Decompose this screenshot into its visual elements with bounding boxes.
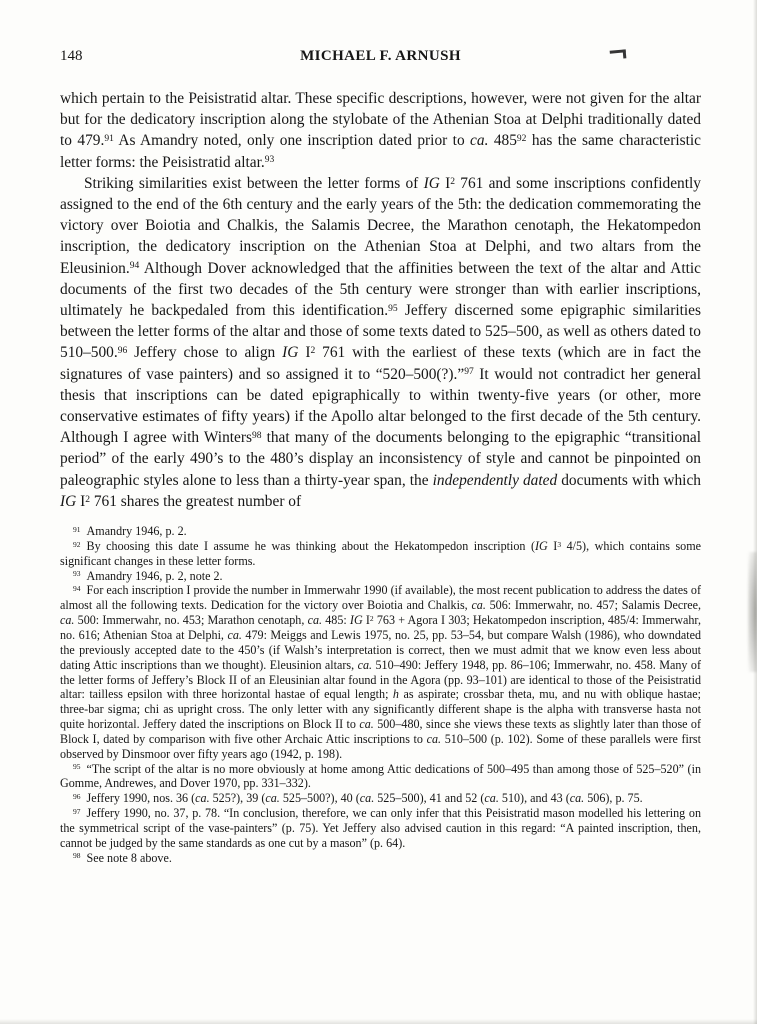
- footnote-number: 93: [73, 569, 81, 579]
- footnote: [60, 524, 701, 539]
- text-segment: 485: [488, 132, 517, 150]
- footnote-ref: 2: [450, 175, 455, 187]
- footnote-ref: 92: [516, 133, 527, 145]
- footnote-ref: 2: [369, 613, 374, 623]
- footnote-ref: 93: [264, 154, 275, 166]
- footnote-ref: 2: [310, 345, 316, 357]
- text-segment: ca.: [569, 791, 585, 806]
- text-segment: 761 and some inscriptions confidently assigned to the end of the 6th century and the early years of the 5th: the dedication commemorating the victory over Boiotia and Chalkis, the Salamis Decree, the Marathon cenotaph, the Hekatompedon inscription, the dedicatory inscription on the Athenian Stoa at Delphi, and two altars from the Eleusinion.: [60, 174, 701, 277]
- text-segment: independently dated: [432, 471, 558, 489]
- text-segment: IG: [282, 344, 299, 362]
- running-head: MICHAEL F. ARNUSH: [300, 48, 461, 64]
- text-segment: ca.: [227, 627, 242, 642]
- text-segment: 761 with the earliest of these texts (which are in fact the signatures of vase painters) and so assigned it to “520–500(?).”: [60, 344, 701, 383]
- text-segment: as aspirate; crossbar theta, mu, and nu with oblique hastae; three-bar sigma; chi as upright cross. The only letter with any significantly different shape is the alpha with transverse hasta not quite horizontal. Jeffery dated the inscriptions on Block II to: [60, 687, 701, 732]
- text-segment: Jeffery discerned some epigraphic similarities between the letter forms of the altar and those of some texts dated to 525–500, as well as others dated to 510–500.: [60, 302, 701, 362]
- footnote: [60, 569, 701, 584]
- footnote-number: 92: [73, 539, 81, 549]
- footnote-ref: 95: [388, 302, 398, 314]
- text-segment: 506: Immerwahr, no. 457; Salamis Decree,: [485, 598, 701, 613]
- text-segment: “The script of the altar is no more obviously at home among Attic dedications of 500–495 than among those of 525–520” (in Gomme, Andrewes, and Dover 1970, pp. 331–332).: [60, 761, 701, 791]
- text-segment: 510–500 (p. 102). Some of these parallels were first observed by Dinsmoor over fifty years ago (1942, p. 198).: [60, 731, 701, 761]
- footnote-ref: 91: [104, 133, 114, 145]
- footnote-number: 94: [73, 584, 81, 594]
- text-segment: It would not contradict her general thesis that inscriptions can be dated epigraphically to within twenty-five years (or other, more conservative estimates of fifty years) if the Apollo altar belonged to the first decade of the 5th century. Although I agree with Winters: [60, 365, 702, 447]
- footnote: [60, 806, 701, 851]
- footnotes: [60, 524, 701, 865]
- text-segment: 763 + Agora I 303; Hekatompedon inscription, 485/4: Immerwahr, no. 616; Athenian Stoa at Delphi,: [60, 613, 701, 642]
- footnote-ref: 3: [557, 539, 562, 549]
- text-segment: Amandry 1946, p. 2, note 2.: [86, 568, 223, 583]
- scan-artifact-mark: [610, 49, 627, 59]
- footnote-ref: 2: [85, 493, 90, 505]
- footnote-ref: 98: [252, 429, 262, 441]
- text-segment: which pertain to the Peisistratid altar. These specific descriptions, however, were not given for the altar but for the dedicatory inscription along the stylobate of the Athenian Stoa at Delphi traditionally dated to 479.: [60, 90, 701, 150]
- text-column: [60, 48, 701, 865]
- text-segment: IG: [535, 538, 548, 553]
- footnote: [60, 583, 701, 761]
- text-segment: 4/5), which contains some significant changes in these letter forms.: [60, 538, 702, 568]
- text-segment: Amandry 1946, p. 2.: [86, 524, 187, 539]
- scan-artifact-edge: [753, 0, 757, 1024]
- page-header: [60, 48, 701, 64]
- text-segment: ca.: [470, 132, 489, 150]
- text-segment: 500–480, since she views these texts as slightly later than those of Block I, dated by comparison with five other Archaic Attic inscriptions to: [60, 717, 702, 746]
- text-segment: See note 8 above.: [86, 850, 172, 865]
- text-segment: 525?), 39 (: [209, 791, 266, 806]
- text-segment: Jeffery chose to align: [127, 344, 283, 362]
- text-segment: 525–500), 41 and 52 (: [374, 791, 485, 806]
- text-segment: ca.: [426, 731, 442, 746]
- text-segment: h: [392, 687, 399, 702]
- paragraph: [60, 173, 701, 512]
- text-segment: IG: [423, 174, 440, 192]
- text-segment: I: [298, 344, 311, 362]
- text-segment: documents with which: [557, 471, 701, 489]
- footnote: [60, 791, 701, 806]
- text-segment: ca.: [484, 791, 499, 806]
- text-segment: 510–490: Jeffery 1948, pp. 86–106; Immerwahr, no. 458. Many of the letter forms of Jeffery’s Block II of an Eleusinian altar found in the Agora (pp. 93–101) are identical to those of the Peisistratid altar: tailless epsilon with three horizontal hastae of equal length;: [60, 657, 701, 702]
- footnote: [60, 539, 701, 569]
- text-segment: 510), and 43 (: [498, 791, 570, 806]
- text-segment: ca.: [265, 791, 280, 806]
- text-segment: ca.: [357, 657, 373, 672]
- text-segment: Jeffery 1990, no. 37, p. 78. “In conclusion, therefore, we can only infer that this Peisistratid mason modelled his lettering on the symmetrical script of the vase-painters” (p. 75). Yet Jeffery also advised caution in this regard: “A painted inscription, then, cannot be judged by the same standards as one cut by a mason” (p. 64).: [60, 806, 701, 850]
- text-segment: As Amandry noted, only one inscription dated prior to: [113, 132, 471, 150]
- text-segment: ca.: [359, 791, 375, 806]
- body-text: [60, 88, 701, 512]
- text-segment: Jeffery 1990, nos. 36 (: [86, 791, 196, 806]
- text-segment: Striking similarities exist between the letter forms of: [84, 174, 424, 192]
- text-segment: I: [547, 538, 558, 553]
- footnote-number: 98: [73, 851, 81, 861]
- footnote-ref: 97: [464, 366, 474, 378]
- footnote: [60, 762, 701, 792]
- text-segment: 761 shares the greatest number of: [90, 492, 302, 510]
- text-segment: 479: Meiggs and Lewis 1975, no. 25, pp. 53–54, but compare Walsh (1986), who downdated the previously accepted date to the 450’s (if Walsh’s interpretation is correct, then we must admit that we know even less about dating Attic inscriptions than we thought). Eleusinion altars,: [60, 627, 702, 672]
- footnote-number: 95: [73, 762, 81, 772]
- footnote: [60, 851, 701, 866]
- footnote-ref: 96: [117, 345, 128, 357]
- text-segment: ca.: [471, 598, 486, 613]
- footnote-number: 91: [73, 524, 81, 534]
- text-segment: 500: Immerwahr, no. 453; Marathon cenotaph,: [74, 613, 308, 628]
- paragraph: [60, 88, 701, 173]
- footnote-ref: 94: [129, 260, 140, 272]
- text-segment: ca.: [60, 613, 75, 628]
- text-segment: By choosing this date I assume he was thinking about the Hekatompedon inscription (: [86, 538, 536, 553]
- text-segment: I: [362, 613, 370, 628]
- text-segment: For each inscription I provide the number in Immerwahr 1990 (if available), the most recent publication to address the dates of almost all the following texts. Dedication for the victory over Boiotia and Chalkis,: [60, 583, 701, 613]
- footnote-number: 96: [73, 791, 81, 801]
- page-number: 148: [60, 48, 83, 64]
- text-segment: 525–500?), 40 (: [279, 791, 360, 806]
- text-segment: 485:: [322, 613, 350, 628]
- text-segment: 506), p. 75.: [584, 791, 643, 806]
- text-segment: Although Dover acknowledged that the affinities between the text of the altar and Attic documents of the first two decades of the 5th century were stronger than with earlier inscriptions, ultimately he backpedaled from this identification.: [60, 259, 701, 320]
- text-segment: ca.: [359, 717, 374, 732]
- text-segment: ca.: [195, 791, 210, 806]
- text-segment: that many of the documents belonging to the epigraphic “transitional period” of the early 490’s to the 480’s display an inconsistency of style and cannot be pinpointed on paleographic styles alone to less than a thirty-year span, the: [60, 429, 702, 489]
- text-segment: has the same characteristic letter forms: the Peisistratid altar.: [60, 132, 701, 171]
- text-segment: I: [76, 492, 86, 510]
- text-segment: ca.: [307, 613, 323, 628]
- scan-artifact-bottom-shadow: [0, 1019, 757, 1024]
- text-segment: IG: [60, 492, 77, 510]
- text-segment: IG: [349, 613, 363, 628]
- footnote-number: 97: [73, 806, 81, 816]
- text-segment: I: [439, 174, 451, 192]
